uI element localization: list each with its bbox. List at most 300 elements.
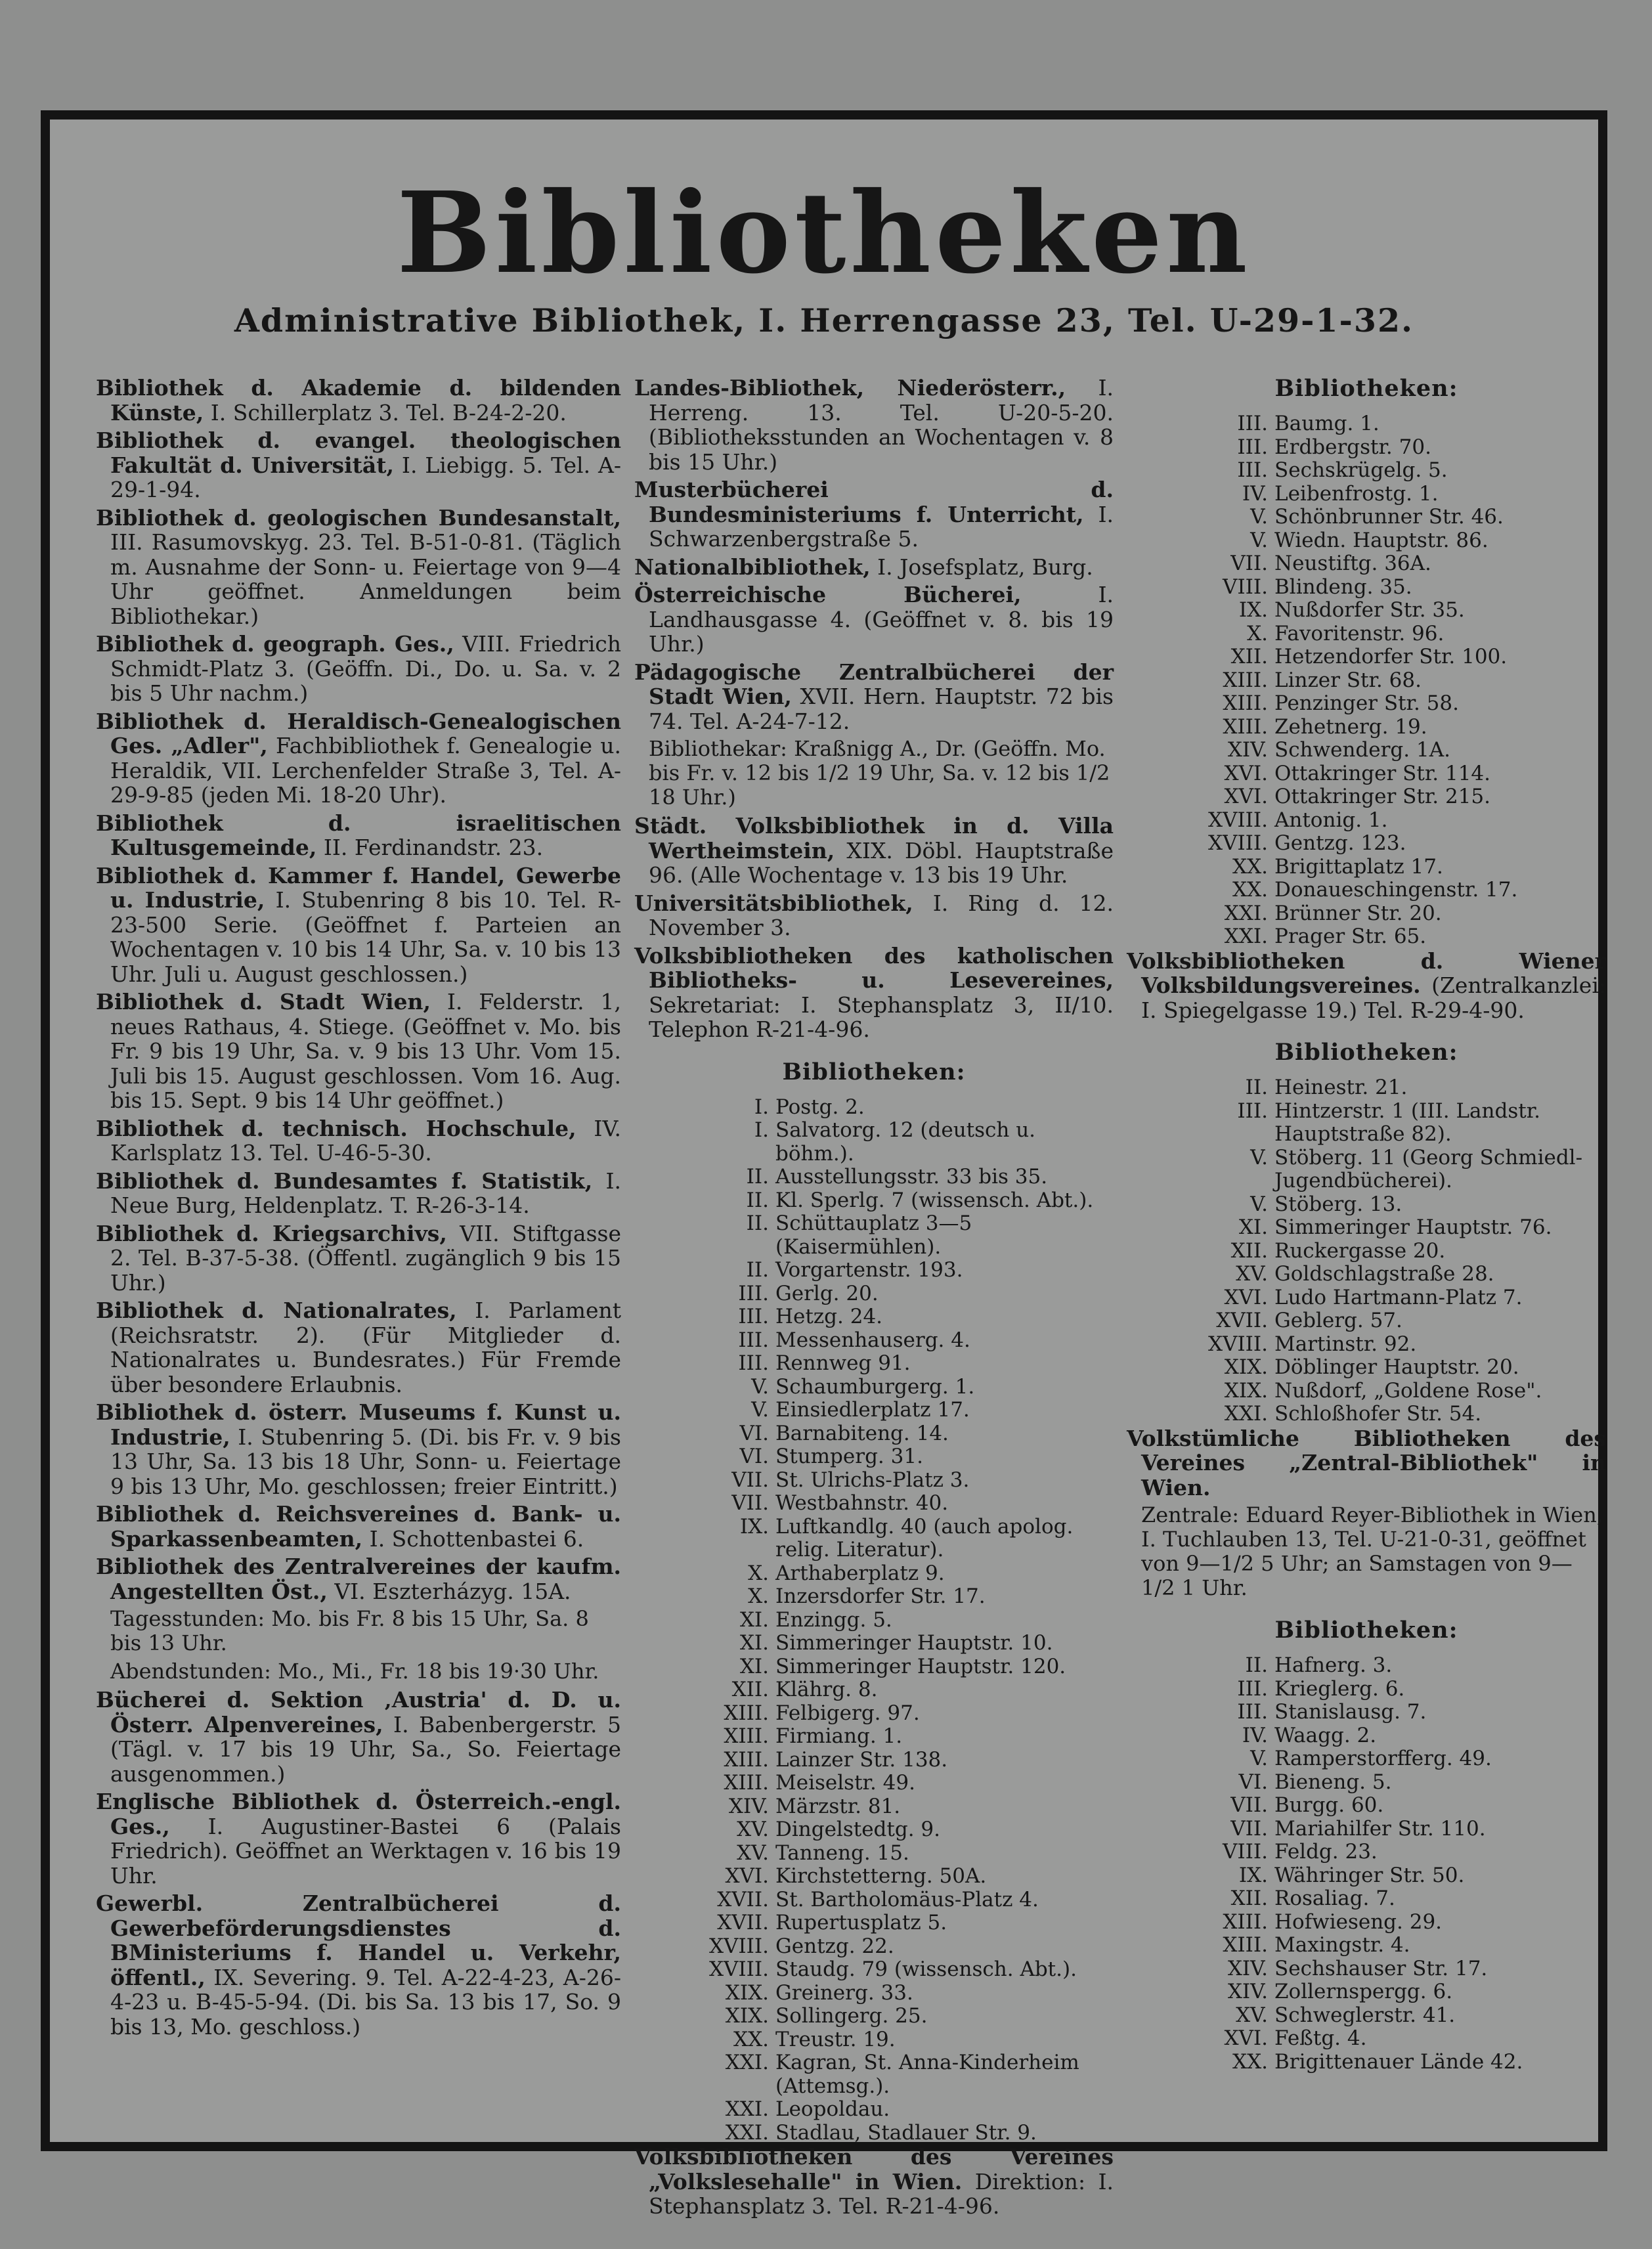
section-heading: Bibliotheken: xyxy=(1274,375,1458,402)
district-number: XVII. xyxy=(1216,1309,1268,1332)
district-number: X. xyxy=(748,1561,769,1585)
library-entry xyxy=(1127,949,1606,1023)
branch-address: Ottakringer Str. 114. xyxy=(1274,761,1490,785)
branch-address: Hetzendorfer Str. 100. xyxy=(1274,645,1508,668)
district-number: III. xyxy=(1237,458,1268,482)
library-name: Bibliothek d. evangel. theologischen Fakultät d. Universität, xyxy=(96,427,621,478)
district-number: XXI. xyxy=(725,2051,769,2074)
branch-row xyxy=(1127,459,1606,483)
district-number: VII. xyxy=(731,1491,769,1515)
library-entry xyxy=(634,891,1114,940)
branch-row xyxy=(1127,552,1606,576)
district-number: XI. xyxy=(739,1631,769,1655)
branch-row xyxy=(1127,1286,1606,1310)
branch-address: Greinerg. 33. xyxy=(775,1980,913,2005)
branch-row xyxy=(1127,599,1606,622)
branch-row xyxy=(1127,645,1606,669)
library-entry xyxy=(96,1688,621,1786)
library-entry xyxy=(96,1400,621,1498)
branch-address: Stöberg. 11 (Georg Schmiedl-Jugendbücherei). xyxy=(1274,1145,1583,1192)
branch-row xyxy=(1127,925,1606,949)
branch-address: Klährg. 8. xyxy=(775,1678,878,1701)
district-number: XVIII. xyxy=(1207,831,1268,855)
district-number: II. xyxy=(1245,1076,1268,1099)
branch-row xyxy=(634,1259,1114,1282)
district-number: XIV. xyxy=(1227,738,1268,762)
branch-address: Sechskrügelg. 5. xyxy=(1274,458,1448,482)
branch-address: Einsiedlerplatz 17. xyxy=(775,1398,970,1422)
library-name: Landes-Bibliothek, Niederösterr., xyxy=(634,375,1066,401)
district-number: VI. xyxy=(739,1445,769,1468)
branch-address: Firmiang. 1. xyxy=(775,1724,903,1748)
branch-address: Brünner Str. 20. xyxy=(1274,901,1442,925)
branch-row xyxy=(1127,1864,1606,1888)
district-number: VI. xyxy=(739,1421,769,1445)
branch-address: Simmeringer Hauptstr. 10. xyxy=(775,1631,1053,1655)
district-number: XVI. xyxy=(1224,1285,1268,1309)
branch-row xyxy=(1127,1216,1606,1240)
branch-address: Schloßhofer Str. 54. xyxy=(1274,1402,1482,1426)
branch-address: Krieglerg. 6. xyxy=(1274,1676,1405,1701)
branch-row xyxy=(1127,1980,1606,2004)
district-number: V. xyxy=(1250,1747,1268,1770)
branch-row xyxy=(634,1889,1114,1912)
librarian-note: Bibliothekar: Kraßnigg A., Dr. (Geöffn. Mo. bis Fr. v. 12 bis 1/2 19 Uhr, Sa. v. 12 bis 1/2 18 Uhr.) xyxy=(649,736,1110,810)
library-details: IX. Severing. 9. Tel. A-22-4-23, A-26-4-23 u. B-45-5-94. (Di. bis Sa. 13 bis 17, So. 9 bis 13, Mo. geschloss.) xyxy=(110,1964,621,2040)
branch-row xyxy=(634,1772,1114,1795)
library-entry xyxy=(634,376,1114,474)
district-number: IX. xyxy=(739,1514,769,1539)
branch-row xyxy=(1127,1841,1606,1864)
branch-address: Leibenfrostg. 1. xyxy=(1274,481,1439,506)
branch-row xyxy=(1127,762,1606,786)
district-number: XIV. xyxy=(728,1794,769,1818)
branch-address: Baumg. 1. xyxy=(1274,412,1380,435)
branch-row xyxy=(1127,1911,1606,1934)
library-name: Volksbibliotheken d. Wiener Volksbildungsvereines. xyxy=(1127,948,1606,998)
branch-address: Währinger Str. 50. xyxy=(1274,1863,1465,1887)
branch-row xyxy=(1127,1076,1606,1100)
branch-row xyxy=(1127,832,1606,856)
district-number: V. xyxy=(751,1398,769,1422)
branch-row xyxy=(1127,902,1606,926)
library-entry xyxy=(634,555,1114,580)
branch-address: Gerlg. 20. xyxy=(775,1281,879,1305)
branch-address: Linzer Str. 68. xyxy=(1274,668,1422,692)
district-number: XIII. xyxy=(724,1724,769,1748)
library-name: Bücherei d. Sektion ‚Austria' d. D. u. Österr. Alpenvereines, xyxy=(96,1687,621,1737)
district-number: I. xyxy=(754,1095,769,1119)
library-details: I. Parlament (Reichsratstr. 2). (Für Mitglieder d. Nationalrates u. Bundesrates.) Für Fremde über besondere Erlaubnis. xyxy=(110,1298,621,1397)
branch-address: Waagg. 2. xyxy=(1274,1723,1377,1747)
district-number: XII. xyxy=(1230,1238,1268,1263)
district-number: XIX. xyxy=(725,2004,769,2028)
library-details: Fachbibliothek f. Genealogie u. Heraldik, VII. Lerchenfelder Straße 3, Tel. A-29-9-85 (jeden Mi. 18-20 Uhr). xyxy=(110,733,621,808)
branch-row xyxy=(634,1562,1114,1586)
branch-row xyxy=(1127,785,1606,809)
library-name: Bibliothek d. Nationalrates, xyxy=(96,1298,457,1323)
branch-address: Hafnerg. 3. xyxy=(1274,1653,1393,1677)
page-subtitle: Administrative Bibliothek, I. Herrengasse 23, Tel. U-29-1-32. xyxy=(234,301,1414,339)
branch-row xyxy=(634,1282,1114,1306)
district-number: VI. xyxy=(1238,1770,1268,1794)
district-number: III. xyxy=(738,1351,769,1375)
branch-row xyxy=(634,1492,1114,1516)
branch-address: Salvatorg. 12 (deutsch u. böhm.). xyxy=(775,1118,1036,1166)
branch-address: Brigittenauer Lände 42. xyxy=(1274,2049,1523,2074)
branch-row xyxy=(634,1795,1114,1819)
library-details: IV. Karlsplatz 13. Tel. U-46-5-30. xyxy=(110,1115,621,1166)
branch-address: Kagran, St. Anna-Kinderheim (Attemsg.). xyxy=(775,2051,1079,2098)
district-number: V. xyxy=(1250,505,1268,529)
district-number: III. xyxy=(738,1328,769,1352)
library-name: Bibliothek d. israelitischen Kultusgemeinde, xyxy=(96,810,621,860)
page-title: Bibliotheken xyxy=(397,167,1251,299)
library-details: XIX. Döbl. Hauptstraße 96. (Alle Wochentage v. 13 bis 19 Uhr. xyxy=(649,837,1114,888)
branch-row xyxy=(1127,669,1606,693)
library-name: Englische Bibliothek d. Österreich.-engl. Ges., xyxy=(96,1789,621,1839)
branch-row xyxy=(1127,622,1606,646)
district-number: VII. xyxy=(1230,1793,1268,1817)
district-number: III. xyxy=(1237,1676,1268,1701)
branch-address: Rupertusplatz 5. xyxy=(775,1911,947,1934)
library-entry xyxy=(96,1554,621,1604)
library-details: VIII. Friedrich Schmidt-Platz 3. (Geöffn. Di., Do. u. Sa. v. 2 bis 5 Uhr nachm.) xyxy=(110,631,621,706)
library-name: Städt. Volksbibliothek in d. Villa Wertheimstein, xyxy=(634,813,1114,863)
branch-row xyxy=(634,1096,1114,1120)
branch-row xyxy=(634,2122,1114,2145)
branch-row xyxy=(634,2098,1114,2122)
library-entry xyxy=(96,428,621,502)
district-number: VIII. xyxy=(1223,575,1268,599)
branch-address: Maxingstr. 4. xyxy=(1274,1933,1410,1957)
library-entry xyxy=(96,1116,621,1166)
branch-address: Nußdorf, „Goldene Rose". xyxy=(1274,1378,1542,1403)
library-entry xyxy=(634,944,1114,1042)
branch-row xyxy=(1127,1356,1606,1380)
branch-address: Meiselstr. 49. xyxy=(775,1771,915,1795)
branch-address: Barnabiteng. 14. xyxy=(775,1421,949,1445)
branch-address: Stöberg. 13. xyxy=(1274,1192,1402,1216)
library-details: Direktion: I. Stephansplatz 3. Tel. R-21-4-96. xyxy=(649,2168,1114,2219)
district-number: III. xyxy=(1237,412,1268,435)
library-details: I. Schillerplatz 3. Tel. B-24-2-20. xyxy=(204,399,567,426)
branch-address: Schweglerstr. 41. xyxy=(1274,2003,1456,2027)
district-number: XVII. xyxy=(717,1911,769,1934)
district-number: XVIII. xyxy=(1207,1332,1268,1356)
branch-address: Rennweg 91. xyxy=(775,1351,911,1375)
branch-row xyxy=(1127,809,1606,833)
branch-row xyxy=(1127,1794,1606,1818)
branch-row xyxy=(634,2028,1114,2052)
branch-row xyxy=(634,1958,1114,1982)
library-entry xyxy=(96,1221,621,1296)
branch-row xyxy=(1127,2027,1606,2051)
branch-row xyxy=(1127,2051,1606,2074)
branch-address: Stadlau, Stadlauer Str. 9. xyxy=(775,2120,1037,2145)
branch-row xyxy=(634,1166,1114,1189)
district-number: XIX. xyxy=(1224,1355,1268,1379)
branch-address: Kl. Sperlg. 7 (wissensch. Abt.). xyxy=(775,1188,1094,1212)
branch-address: Ludo Hartmann-Platz 7. xyxy=(1274,1285,1523,1309)
district-number: III. xyxy=(738,1281,769,1305)
branch-row xyxy=(1127,1701,1606,1724)
library-entry xyxy=(634,2145,1114,2219)
library-name: Bibliothek des Zentralvereines der kaufm. Angestellten Öst., xyxy=(96,1554,621,1604)
branch-address: Feßtg. 4. xyxy=(1274,2026,1367,2050)
library-entry xyxy=(1127,1426,1606,1500)
branch-address: Dingelstedtg. 9. xyxy=(775,1818,940,1841)
branch-row xyxy=(1127,879,1606,902)
branch-address: Hetzg. 24. xyxy=(775,1305,883,1328)
branch-address: Wiedn. Hauptstr. 86. xyxy=(1274,528,1489,552)
district-number: II. xyxy=(746,1212,769,1235)
district-number: XIV. xyxy=(1227,1956,1268,1980)
branch-address: Mariahilfer Str. 110. xyxy=(1274,1816,1486,1841)
district-number: XX. xyxy=(1232,2049,1268,2074)
branch-row xyxy=(1127,1240,1606,1263)
section-heading: Bibliotheken: xyxy=(1274,1039,1458,1066)
branch-row xyxy=(634,1911,1114,1935)
district-number: XX. xyxy=(733,2027,769,2051)
branch-row xyxy=(634,1725,1114,1749)
branch-address: Martinstr. 92. xyxy=(1274,1332,1417,1356)
district-number: II. xyxy=(746,1258,769,1282)
branch-address: Stumperg. 31. xyxy=(775,1445,923,1468)
branch-address: Schönbrunner Str. 46. xyxy=(1274,505,1504,529)
district-number: XIX. xyxy=(725,1980,769,2005)
library-details: I. Schwarzenbergstraße 5. xyxy=(649,501,1114,552)
library-entry xyxy=(634,582,1114,657)
district-number: XIII. xyxy=(1223,691,1268,715)
district-number: XIII. xyxy=(724,1701,769,1725)
library-entry xyxy=(96,811,621,860)
branch-address: Staudg. 79 (wissensch. Abt.). xyxy=(775,1957,1077,1981)
section-heading: Bibliotheken: xyxy=(1274,1617,1458,1644)
branch-address: Kirchstetterng. 50A. xyxy=(775,1864,987,1888)
branch-address: Treustr. 19. xyxy=(775,2027,896,2051)
library-name: Bibliothek d. geograph. Ges., xyxy=(96,631,454,657)
library-name: Bibliothek d. Stadt Wien, xyxy=(96,989,431,1015)
district-number: II. xyxy=(746,1188,769,1212)
district-number: V. xyxy=(1250,528,1268,552)
branch-address: Postg. 2. xyxy=(775,1095,865,1119)
branch-address: Gentzg. 123. xyxy=(1274,831,1406,855)
branch-address: Westbahnstr. 40. xyxy=(775,1491,949,1515)
district-number: XVIII. xyxy=(1207,808,1268,832)
district-number: V. xyxy=(751,1374,769,1399)
branch-row xyxy=(634,1585,1114,1609)
library-name: Bibliothek d. technisch. Hochschule, xyxy=(96,1115,576,1141)
branch-address: Arthaberplatz 9. xyxy=(775,1561,945,1585)
library-name: Österreichische Bücherei, xyxy=(634,582,1022,607)
district-number: XIII. xyxy=(1223,1910,1268,1934)
district-number: III. xyxy=(1237,435,1268,459)
branch-address: Bieneng. 5. xyxy=(1274,1770,1392,1794)
branch-address: Felbigerg. 97. xyxy=(775,1701,920,1725)
district-number: XVI. xyxy=(1224,761,1268,785)
page-frame xyxy=(41,110,1607,2219)
branch-address: Messenhauserg. 4. xyxy=(775,1328,970,1352)
district-number: XIII. xyxy=(1223,714,1268,739)
branch-row xyxy=(634,1749,1114,1772)
branch-address: Zehetnerg. 19. xyxy=(1274,714,1427,739)
district-number: XVI. xyxy=(1224,2026,1268,2050)
district-number: III. xyxy=(738,1305,769,1328)
library-name: Bibliothek d. Kammer f. Handel, Gewerbe u. Industrie, xyxy=(96,862,621,913)
branch-address: Schaumburgerg. 1. xyxy=(775,1374,975,1399)
library-entry xyxy=(96,1298,621,1397)
district-number: VIII. xyxy=(1223,1840,1268,1864)
district-number: XIII. xyxy=(1223,1933,1268,1957)
library-entry xyxy=(96,376,621,425)
library-details: I. Neue Burg, Heldenplatz. T. R-26-3-14. xyxy=(110,1168,621,1218)
branch-row xyxy=(634,2051,1114,2098)
branch-row xyxy=(634,1469,1114,1493)
district-number: XXI. xyxy=(725,2097,769,2121)
district-number: XIII. xyxy=(1223,668,1268,692)
branch-row xyxy=(634,1189,1114,1213)
branch-row xyxy=(1127,483,1606,506)
library-details: I. Ring d. 12. November 3. xyxy=(649,890,1114,940)
library-name: Nationalbibliothek, xyxy=(634,554,871,580)
branch-address: Nußdorfer Str. 35. xyxy=(1274,598,1465,622)
opening-hours-note: Abendstunden: Mo., Mi., Fr. 18 bis 19·30 Uhr. xyxy=(110,1659,599,1684)
library-name: Volksbibliotheken des Vereines „Volkslesehalle" in Wien. xyxy=(634,2144,1114,2194)
district-number: XX. xyxy=(1232,878,1268,902)
branch-row xyxy=(1127,1380,1606,1403)
district-number: III. xyxy=(1237,1099,1268,1123)
branch-row xyxy=(1127,1146,1606,1193)
district-number: XI. xyxy=(739,1607,769,1632)
branch-row xyxy=(1127,692,1606,716)
branch-row xyxy=(634,1702,1114,1726)
branch-address: Heinestr. 21. xyxy=(1274,1076,1408,1099)
library-entry xyxy=(96,1169,621,1218)
library-details: I. Felderstr. 1, neues Rathaus, 4. Stiege. (Geöffnet v. Mo. bis Fr. 9 bis 19 Uhr, Sa. v. 9 bis 13 Uhr. Vom 15. Juli bis 15. August geschlossen. Vom 16. Aug. bis 15. Sept. 9 bis 14 Uhr geöffnet.) xyxy=(110,989,621,1113)
branch-row xyxy=(634,1352,1114,1376)
branch-row xyxy=(634,1982,1114,2005)
branch-address: Märzstr. 81. xyxy=(775,1794,901,1818)
district-number: XIX. xyxy=(1224,1378,1268,1403)
branch-address: Feldg. 23. xyxy=(1274,1840,1378,1864)
library-name: Volksbibliotheken des katholischen Bibliotheks- u. Lesevereines, xyxy=(634,942,1114,993)
district-number: XVII. xyxy=(717,1887,769,1911)
branch-row xyxy=(1127,1724,1606,1748)
column-1 xyxy=(96,376,621,2042)
branch-row xyxy=(634,2005,1114,2028)
district-number: XVIII. xyxy=(708,1934,769,1958)
district-number: XII. xyxy=(731,1678,769,1701)
library-name: Bibliothek d. Akademie d. bildenden Künste, xyxy=(96,375,621,426)
branch-address: Burgg. 60. xyxy=(1274,1793,1384,1817)
library-name: Musterbücherei d. Bundesministeriums f. Unterricht, xyxy=(634,477,1114,527)
branch-address: Goldschlagstraße 28. xyxy=(1274,1262,1494,1286)
library-name: Volkstümliche Bibliotheken des Vereines „Zentral-Bibliothek" in Wien. xyxy=(1127,1425,1606,1500)
branch-row xyxy=(1127,1654,1606,1678)
branch-row xyxy=(1127,1333,1606,1357)
district-number: V. xyxy=(1250,1192,1268,1216)
branch-address: Neustiftg. 36A. xyxy=(1274,552,1431,575)
branch-address: Penzinger Str. 58. xyxy=(1274,691,1459,715)
branch-address: Brigittaplatz 17. xyxy=(1274,854,1443,879)
section-heading: Bibliotheken: xyxy=(782,1058,966,1085)
district-number: XXI. xyxy=(725,2120,769,2145)
branch-row xyxy=(1127,1887,1606,1911)
library-details: III. Rasumovskyg. 23. Tel. B-51-0-81. (Täglich m. Ausnahme der Sonn- u. Feiertage von 9—4 Uhr geöffnet. Anmeldungen beim Bibliothekar.) xyxy=(110,529,621,629)
district-number: VII. xyxy=(731,1468,769,1492)
district-number: XV. xyxy=(1236,2003,1268,2027)
district-number: IV. xyxy=(1242,481,1268,506)
branch-row xyxy=(1127,1957,1606,1981)
library-entry xyxy=(96,990,621,1113)
branch-row xyxy=(634,1422,1114,1446)
branch-address: Ausstellungsstr. 33 bis 35. xyxy=(775,1165,1048,1189)
library-name: Bibliothek d. österr. Museums f. Kunst u. Industrie, xyxy=(96,1399,621,1450)
library-details: I. Landhausgasse 4. (Geöffnet v. 8. bis 19 Uhr.) xyxy=(649,582,1114,657)
district-number: XV. xyxy=(1236,1262,1268,1286)
branch-address: Simmeringer Hauptstr. 120. xyxy=(775,1654,1066,1678)
district-number: III. xyxy=(1237,1700,1268,1724)
district-number: X. xyxy=(748,1584,769,1608)
branch-address: Ottakringer Str. 215. xyxy=(1274,785,1490,808)
library-details: I. Liebigg. 5. Tel. A-29-1-94. xyxy=(110,452,621,502)
library-name: Gewerbl. Zentralbücherei d. Gewerbeförderungsdienstes d. BMinisteriums f. Handel u. Verkehr, öffentl., xyxy=(96,1890,621,1990)
library-name: Bibliothek d. Heraldisch-Genealogischen Ges. „Adler", xyxy=(96,708,621,758)
district-number: XI. xyxy=(1238,1215,1268,1239)
branch-address: Schwenderg. 1A. xyxy=(1274,738,1450,762)
branch-row xyxy=(634,1842,1114,1866)
district-number: VII. xyxy=(1230,1816,1268,1841)
district-number: XVI. xyxy=(725,1864,769,1888)
branch-row xyxy=(634,1865,1114,1889)
branch-address: Antonig. 1. xyxy=(1274,808,1388,832)
branch-row xyxy=(1127,1747,1606,1771)
branch-row xyxy=(1127,1771,1606,1795)
district-number: VII. xyxy=(1230,552,1268,575)
district-number: V. xyxy=(1250,1145,1268,1169)
branch-row xyxy=(1127,506,1606,529)
branch-address: Simmeringer Hauptstr. 76. xyxy=(1274,1215,1552,1239)
central-library-note: Zentrale: Eduard Reyer-Bibliothek in Wien, I. Tuchlauben 13, Tel. U-21-0-31, geöffnet von 9—1/2 5 Uhr; an Samstagen von 9—1/2 1 Uhr. xyxy=(1141,1502,1604,1600)
district-number: IV. xyxy=(1242,1723,1268,1747)
library-name: Bibliothek d. Kriegsarchivs, xyxy=(96,1220,447,1246)
branch-address: Döblinger Hauptstr. 20. xyxy=(1274,1355,1519,1379)
branch-row xyxy=(1127,1263,1606,1286)
branch-row xyxy=(1127,1309,1606,1333)
branch-address: Tanneng. 15. xyxy=(775,1841,909,1865)
branch-address: Favoritenstr. 96. xyxy=(1274,621,1445,645)
branch-row xyxy=(634,1212,1114,1259)
library-entry xyxy=(634,660,1114,734)
branch-address: St. Bartholomäus-Platz 4. xyxy=(775,1887,1039,1911)
branch-row xyxy=(634,1678,1114,1702)
district-number: XI. xyxy=(739,1654,769,1678)
branch-address: Schüttauplatz 3—5 (Kaisermühlen). xyxy=(775,1212,972,1259)
library-name: Bibliothek d. geologischen Bundesanstalt, xyxy=(96,504,621,531)
branch-row xyxy=(634,1399,1114,1422)
branch-row xyxy=(634,1632,1114,1655)
column-2 xyxy=(634,376,1114,2222)
branch-address: Enzingg. 5. xyxy=(775,1607,892,1632)
branch-address: Vorgartenstr. 193. xyxy=(775,1258,963,1282)
branch-row xyxy=(1127,1934,1606,1957)
district-number: X. xyxy=(1247,621,1268,645)
branch-row xyxy=(634,1818,1114,1842)
district-number: XII. xyxy=(1230,1887,1268,1910)
branch-address: Ramperstorfferg. 49. xyxy=(1274,1747,1492,1770)
branch-row xyxy=(1127,436,1606,460)
